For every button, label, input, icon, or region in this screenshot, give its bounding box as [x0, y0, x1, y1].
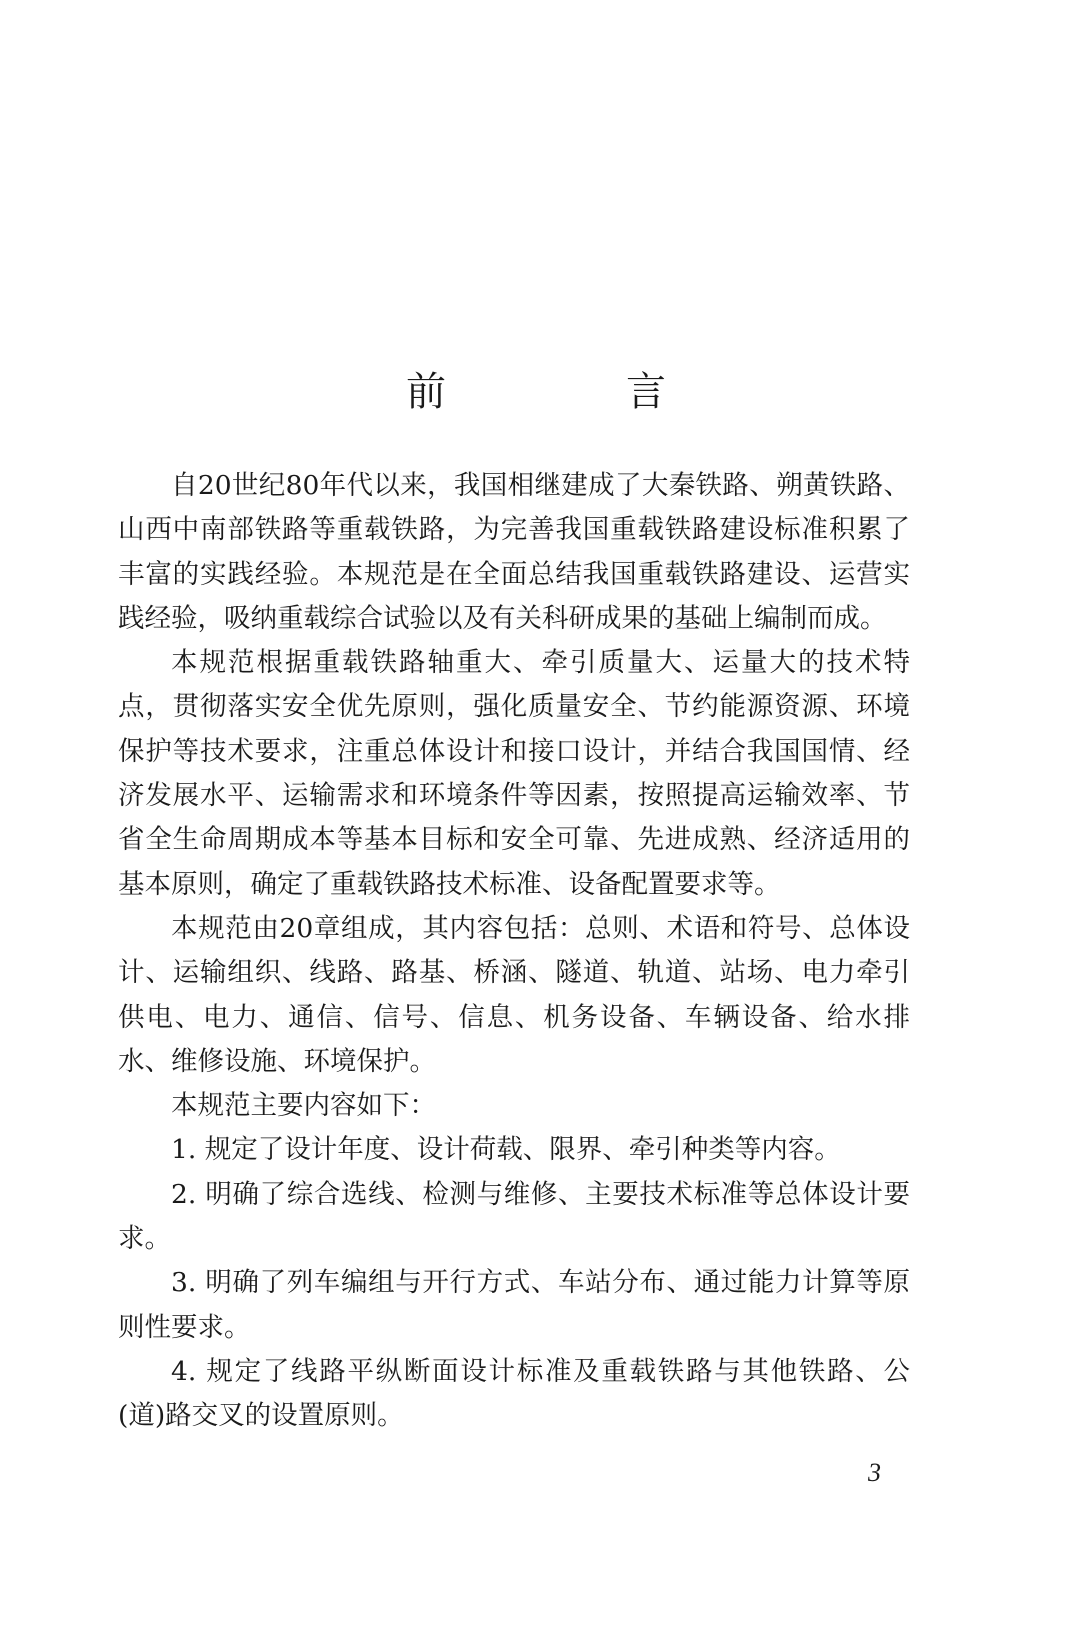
paragraph-chapters: 本规范由20章组成，其内容包括：总则、术语和符号、总体设计、运输组织、线路、路基、桥涵、隧道、轨道、站场、电力牵引供电、电力、通信、信号、信息、机务设备、车辆设备、给水排水、维修设施、环境保护。: [118, 912, 910, 1077]
paragraph-main-content: 本规范主要内容如下：: [171, 1090, 436, 1122]
list-item-1: 1. 规定了设计年度、设计荷载、限界、牵引种类等内容。: [171, 1134, 841, 1166]
page-number: 3: [868, 1458, 881, 1487]
list-item-4: 4. 规定了线路平纵断面设计标准及重载铁路与其他铁路、公(道)路交叉的设置原则。: [118, 1355, 910, 1432]
list-item-3: 3. 明确了列车编组与开行方式、车站分布、通过能力计算等原则性要求。: [118, 1267, 910, 1343]
paragraph-intro: 自20世纪80年代以来，我国相继建成了大秦铁路、朔黄铁路、山西中南部铁路等重载铁路，为完善我国重载铁路建设标准积累了丰富的实践经验。本规范是在全面总结我国重载铁路建设、运营实践经验，吸纳重载综合试验以及有关科研成果的基础上编制而成。: [118, 470, 910, 634]
paragraph-principles: 本规范根据重载铁路轴重大、牵引质量大、运量大的技术特点，贯彻落实安全优先原则，强化质量安全、节约能源资源、环境保护等技术要求，注重总体设计和接口设计，并结合我国国情、经济发展水平、运输需求和环境条件等因素，按照提高运输效率、节省全生命周期成本等基本目标和安全可靠、先进成熟、经济适用的基本原则，确定了重载铁路技术标准、设备配置要求等。: [118, 647, 910, 900]
page-title: 前 言: [406, 369, 736, 415]
list-item-2: 2. 明确了综合选线、检测与维修、主要技术标准等总体设计要求。: [118, 1178, 910, 1255]
body-text: [118, 464, 910, 1439]
